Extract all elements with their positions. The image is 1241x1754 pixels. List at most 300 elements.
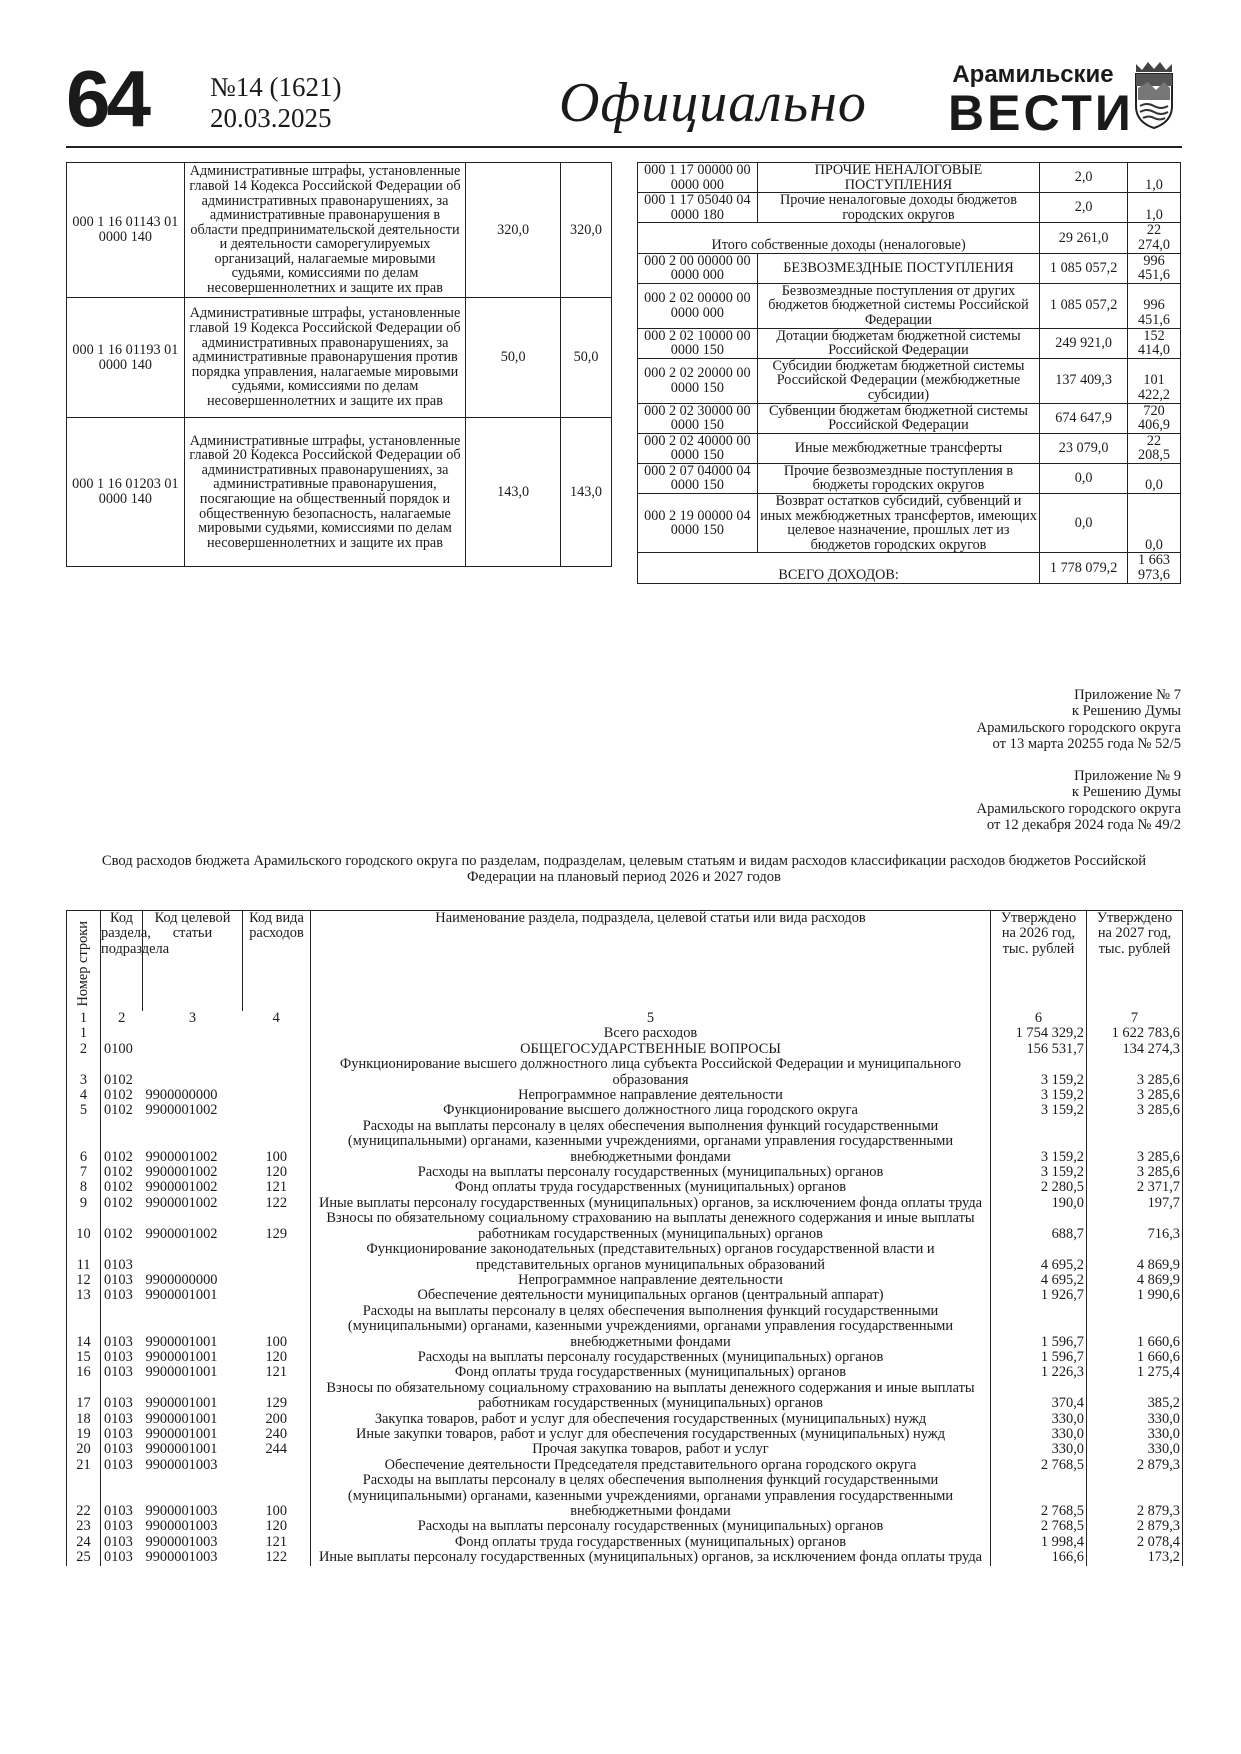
income-value-2027: 320,0	[561, 163, 612, 298]
expense-type-code	[243, 1057, 311, 1088]
section-code	[101, 1026, 143, 1041]
column-number-row	[67, 1011, 1183, 1026]
value-2026: 3 159,2	[991, 1103, 1087, 1118]
income-code: 000 1 17 00000 00 0000 000	[638, 163, 758, 193]
expense-name: Фонд оплаты труда государственных (муниципальных) органов	[311, 1180, 991, 1195]
table-row	[67, 1042, 1183, 1057]
section-code: 0102	[104, 1071, 133, 1088]
row-number: 10	[67, 1211, 101, 1242]
income-value-2027: 152 414,0	[1128, 328, 1181, 358]
table-row	[67, 1119, 1183, 1165]
expense-name: Расходы на выплаты персоналу государственных (муниципальных) органов	[311, 1165, 991, 1180]
income-value-2027: 1,0	[1128, 163, 1181, 193]
income-name: Прочие неналоговые доходы бюджетов городских округов	[757, 193, 1039, 223]
table-row	[67, 1165, 1183, 1180]
value-2027: 2 879,3	[1087, 1473, 1183, 1519]
value-2026: 330,0	[991, 1412, 1087, 1427]
income-value-2026: 23 079,0	[1040, 433, 1128, 463]
income-value-2027: 50,0	[561, 298, 612, 418]
income-value-2026: 674 647,9	[1040, 403, 1128, 433]
income-code: 000 2 07 04000 04 0000 150	[638, 463, 758, 493]
target-code: 9900001003	[145, 1503, 218, 1519]
value-2026: 688,7	[991, 1211, 1087, 1242]
table-row	[67, 163, 612, 298]
table-row	[67, 1427, 1183, 1442]
income-value-2027: 0,0	[1128, 494, 1181, 553]
logo-bottom-text: ВЕСТИ	[948, 85, 1134, 141]
table-row	[638, 553, 1181, 583]
row-number: 15	[67, 1350, 101, 1365]
value-2026: 3 159,2	[991, 1165, 1087, 1180]
value-2026: 2 768,5	[991, 1458, 1087, 1473]
income-code: 000 1 16 01193 01 0000 140	[67, 298, 185, 418]
expense-type-code	[243, 1288, 311, 1303]
row-number: 25	[67, 1550, 101, 1565]
section-code: 0103	[104, 1441, 133, 1458]
target-code: 9900001001	[145, 1333, 218, 1350]
section-code: 0100	[104, 1040, 133, 1057]
value-2026: 4 695,2	[991, 1273, 1087, 1288]
value-2027: 197,7	[1087, 1196, 1183, 1211]
income-name: Дотации бюджетам бюджетной системы Российской Федерации	[757, 328, 1039, 358]
target-code: 9900001002	[145, 1148, 218, 1165]
value-2027: 2 371,7	[1087, 1180, 1183, 1195]
income-total-label: ВСЕГО ДОХОДОВ:	[638, 553, 1040, 583]
value-2027: 3 285,6	[1087, 1165, 1183, 1180]
page-number: 64	[66, 54, 147, 143]
value-2026: 330,0	[991, 1427, 1087, 1442]
income-value-2026: 1 085 057,2	[1040, 253, 1128, 283]
value-2027: 3 285,6	[1087, 1088, 1183, 1103]
column-number: 7	[1087, 1011, 1183, 1026]
col-header-2026: Утверждено на 2026 год, тыс. рублей	[991, 911, 1087, 1012]
row-number: 22	[67, 1473, 101, 1519]
table-row	[67, 298, 612, 418]
income-value-2027: 1 663 973,6	[1128, 553, 1181, 583]
income-total-label: Итого собственные доходы (неналоговые)	[638, 223, 1040, 253]
table-row	[67, 1519, 1183, 1534]
section-code: 0103	[104, 1348, 133, 1365]
income-code: 000 1 16 01143 01 0000 140	[67, 163, 185, 298]
table-row	[67, 1211, 1183, 1242]
table-header-row	[67, 911, 1183, 1012]
value-2026: 4 695,2	[991, 1242, 1087, 1273]
expense-type-code: 122	[243, 1550, 311, 1565]
target-code: 9900000000	[145, 1271, 218, 1288]
section-code: 0102	[104, 1164, 133, 1181]
expense-type-code: 120	[243, 1165, 311, 1180]
page-header	[66, 54, 1182, 148]
expense-name: Иные выплаты персоналу государственных (муниципальных) органов, за исключением фонда оплаты труда	[311, 1196, 991, 1211]
value-2027: 4 869,9	[1087, 1242, 1183, 1273]
expense-type-code: 244	[243, 1442, 311, 1457]
appendix-line: Арамильского городского округа	[976, 800, 1181, 817]
target-code: 9900001001	[145, 1410, 218, 1427]
table-row	[67, 1026, 1183, 1041]
income-code: 000 2 02 00000 00 0000 000	[638, 283, 758, 328]
row-number: 24	[67, 1535, 101, 1550]
logo-top-text: Арамильские	[952, 61, 1114, 88]
table-row	[67, 1535, 1183, 1550]
section-code: 0103	[104, 1533, 133, 1550]
value-2027: 1 622 783,6	[1087, 1026, 1183, 1041]
value-2027: 330,0	[1087, 1427, 1183, 1442]
expense-name: Взносы по обязательному социальному страхованию на выплаты денежного содержания и иные выплаты работникам государственных (муниципальных) органов	[311, 1381, 991, 1412]
target-code: 9900001001	[145, 1425, 218, 1442]
expense-type-code: 129	[243, 1211, 311, 1242]
target-code: 9900001002	[145, 1102, 218, 1119]
row-number: 4	[67, 1088, 101, 1103]
income-value-2026: 2,0	[1040, 163, 1128, 193]
row-number: 11	[67, 1242, 101, 1273]
target-code: 9900001003	[145, 1533, 218, 1550]
value-2026: 1 754 329,2	[991, 1026, 1087, 1041]
section-code: 0102	[104, 1148, 133, 1165]
value-2027: 1 660,6	[1087, 1350, 1183, 1365]
value-2026: 2 280,5	[991, 1180, 1087, 1195]
row-number: 12	[67, 1273, 101, 1288]
column-number: 4	[243, 1011, 311, 1026]
section-code: 0103	[104, 1333, 133, 1350]
column-number: 1	[67, 1011, 101, 1026]
section-code: 0103	[104, 1364, 133, 1381]
col-header-expense-type-code: Код вида расходов	[243, 911, 311, 1012]
value-2026: 1 596,7	[991, 1350, 1087, 1365]
expense-name: Фонд оплаты труда государственных (муниципальных) органов	[311, 1535, 991, 1550]
income-name: Иные межбюджетные трансферты	[757, 433, 1039, 463]
expense-name: Расходы на выплаты персоналу в целях обеспечения выполнения функций государственными (муниципальными) органами, казенными учреждениями, органами управления государственными внебюджетными фондами	[311, 1119, 991, 1165]
value-2027: 3 285,6	[1087, 1103, 1183, 1118]
expense-name: Обеспечение деятельности Председателя представительного органа городского округа	[311, 1458, 991, 1473]
income-value-2026: 137 409,3	[1040, 358, 1128, 403]
expense-type-code: 120	[243, 1519, 311, 1534]
row-number: 16	[67, 1365, 101, 1380]
income-code: 000 1 16 01203 01 0000 140	[67, 418, 185, 567]
value-2026: 3 159,2	[991, 1119, 1087, 1165]
row-number: 14	[67, 1304, 101, 1350]
col-header-target-code: Код целевой статьи	[143, 911, 243, 1012]
newspaper-logo	[948, 61, 1134, 141]
expense-name: Функционирование законодательных (представительных) органов государственной власти и представительных органов муниципальных образований	[311, 1242, 991, 1273]
income-name: Возврат остатков субсидий, субвенций и иных межбюджетных трансфертов, имеющих целевое назначение, прошлых лет из бюджетов городских округов	[757, 494, 1039, 553]
row-number: 2	[67, 1042, 101, 1057]
expense-type-code: 121	[243, 1535, 311, 1550]
table-row	[638, 253, 1181, 283]
target-code: 9900001002	[145, 1194, 218, 1211]
issue-date: 20.03.2025	[210, 103, 332, 133]
income-code: 000 2 19 00000 04 0000 150	[638, 494, 758, 553]
target-code: 9900001003	[145, 1549, 218, 1566]
table-row	[67, 1350, 1183, 1365]
expense-type-code	[243, 1242, 311, 1273]
section-code: 0103	[104, 1425, 133, 1442]
value-2026: 3 159,2	[991, 1088, 1087, 1103]
value-2027: 1 275,4	[1087, 1365, 1183, 1380]
section-code: 0103	[104, 1410, 133, 1427]
value-2027: 2 879,3	[1087, 1458, 1183, 1473]
value-2026: 1 596,7	[991, 1304, 1087, 1350]
table-row	[638, 433, 1181, 463]
expense-name: Расходы на выплаты персоналу в целях обеспечения выполнения функций государственными (муниципальными) органами, казенными учреждениями, органами управления государственными внебюджетными фондами	[311, 1304, 991, 1350]
expense-type-code: 240	[243, 1427, 311, 1442]
table-row	[67, 1242, 1183, 1273]
issue-info	[210, 72, 342, 134]
income-value-2026: 2,0	[1040, 193, 1128, 223]
value-2026: 2 768,5	[991, 1473, 1087, 1519]
col-header-name: Наименование раздела, подраздела, целевой статьи или вида расходов	[311, 911, 991, 1012]
value-2027: 385,2	[1087, 1381, 1183, 1412]
income-value-2026: 143,0	[466, 418, 561, 567]
section-code: 0103	[104, 1395, 133, 1412]
income-code: 000 2 02 30000 00 0000 150	[638, 403, 758, 433]
table-row	[638, 403, 1181, 433]
income-code: 000 2 02 40000 00 0000 150	[638, 433, 758, 463]
column-number: 5	[311, 1011, 991, 1026]
income-value-2026: 249 921,0	[1040, 328, 1128, 358]
expense-type-code: 200	[243, 1412, 311, 1427]
row-number: 3	[67, 1057, 101, 1088]
income-value-2027: 720 406,9	[1128, 403, 1181, 433]
expense-type-code	[243, 1103, 311, 1118]
income-name: Безвозмездные поступления от других бюджетов бюджетной системы Российской Федерации	[757, 283, 1039, 328]
row-number: 17	[67, 1381, 101, 1412]
table-row	[67, 1103, 1183, 1118]
row-number: 19	[67, 1427, 101, 1442]
appendix-line: от 12 декабря 2024 года № 49/2	[986, 817, 1181, 834]
col-header-section-code: Код раздела, подраздела	[101, 911, 143, 1012]
section-code: 0103	[104, 1271, 133, 1288]
table-row	[638, 283, 1181, 328]
table-row	[67, 1180, 1183, 1195]
expense-type-code: 122	[243, 1196, 311, 1211]
income-table-right	[637, 162, 1181, 584]
row-number: 7	[67, 1165, 101, 1180]
income-code: 000 2 02 20000 00 0000 150	[638, 358, 758, 403]
value-2026: 156 531,7	[991, 1042, 1087, 1057]
income-name: БЕЗВОЗМЕЗДНЫЕ ПОСТУПЛЕНИЯ	[757, 253, 1039, 283]
value-2027: 173,2	[1087, 1550, 1183, 1565]
column-number: 3	[188, 1010, 197, 1026]
section-code: 0102	[104, 1194, 133, 1211]
target-code: 9900000000	[145, 1087, 218, 1104]
expense-type-code	[243, 1273, 311, 1288]
income-value-2027: 101 422,2	[1128, 358, 1181, 403]
target-code: 9900001001	[145, 1348, 218, 1365]
income-name: Административные штрафы, установленные главой 20 Кодекса Российской Федерации об административных правонарушениях, за административные правонарушения, посягающие на общественный порядок и общественную безопасность, налагаемые мировыми судьями, комиссиями по делам несовершеннолетних и защите их прав	[184, 418, 466, 567]
expense-name: Расходы на выплаты персоналу в целях обеспечения выполнения функций государственными (муниципальными) органами, казенными учреждениями, органами управления государственными внебюджетными фондами	[311, 1473, 991, 1519]
income-value-2026: 320,0	[466, 163, 561, 298]
col-header-2027: Утверждено на 2027 год, тыс. рублей	[1087, 911, 1183, 1012]
row-number: 18	[67, 1412, 101, 1427]
column-number: 6	[991, 1011, 1087, 1026]
income-name: Прочие безвозмездные поступления в бюджеты городских округов	[757, 463, 1039, 493]
expense-name: Всего расходов	[311, 1026, 991, 1041]
expense-type-code: 121	[243, 1180, 311, 1195]
expense-type-code: 129	[243, 1381, 311, 1412]
table-row	[638, 163, 1181, 193]
value-2026: 166,6	[991, 1550, 1087, 1565]
income-value-2027: 22 208,5	[1128, 433, 1181, 463]
appendix-9-note	[977, 768, 1181, 834]
table-row	[67, 1088, 1183, 1103]
expense-name: Иные закупки товаров, работ и услуг для обеспечения государственных (муниципальных) нужд	[311, 1427, 991, 1442]
income-value-2027: 1,0	[1128, 193, 1181, 223]
appendix-line: к Решению Думы	[1071, 784, 1181, 801]
table-row	[67, 1442, 1183, 1457]
row-number: 9	[67, 1196, 101, 1211]
expense-name: Прочая закупка товаров, работ и услуг	[311, 1442, 991, 1457]
expense-name: Непрограммное направление деятельности	[311, 1273, 991, 1288]
target-code: 9900001002	[145, 1225, 218, 1242]
income-value-2026: 1 085 057,2	[1040, 283, 1128, 328]
value-2026: 190,0	[991, 1196, 1087, 1211]
col-header-text: Номер строки	[74, 921, 91, 1007]
col-header-row-number	[67, 911, 101, 1012]
value-2026: 2 768,5	[991, 1519, 1087, 1534]
table-row	[67, 1458, 1183, 1473]
table-row	[638, 193, 1181, 223]
expense-type-code: 120	[243, 1350, 311, 1365]
expenses-table	[66, 910, 1183, 1566]
table-row	[638, 494, 1181, 553]
value-2027: 2 879,3	[1087, 1519, 1183, 1534]
section-code: 0102	[104, 1225, 133, 1242]
expense-name: Иные выплаты персоналу государственных (муниципальных) органов, за исключением фонда оплаты труда	[311, 1550, 991, 1565]
row-number: 21	[67, 1458, 101, 1473]
table-row	[67, 1196, 1183, 1211]
income-code: 000 1 17 05040 04 0000 180	[638, 193, 758, 223]
target-code: 9900001001	[145, 1364, 218, 1381]
target-code	[143, 1242, 243, 1273]
value-2027: 716,3	[1087, 1211, 1183, 1242]
row-number: 1	[67, 1026, 101, 1041]
income-value-2026: 29 261,0	[1040, 223, 1128, 253]
target-code: 9900001001	[145, 1441, 218, 1458]
target-code	[143, 1042, 243, 1057]
value-2026: 1 226,3	[991, 1365, 1087, 1380]
expense-type-code: 100	[243, 1304, 311, 1350]
value-2027: 2 078,4	[1087, 1535, 1183, 1550]
table-row	[67, 1381, 1183, 1412]
value-2027: 3 285,6	[1087, 1119, 1183, 1165]
expense-name: Функционирование высшего должностного лица городского округа	[311, 1103, 991, 1118]
value-2027: 134 274,3	[1087, 1042, 1183, 1057]
appendix-line: Приложение № 9	[1074, 768, 1181, 784]
expense-name: Непрограммное направление деятельности	[311, 1088, 991, 1103]
appendix-line: к Решению Думы	[1071, 703, 1181, 720]
expense-type-code	[243, 1088, 311, 1103]
income-name: Административные штрафы, установленные главой 14 Кодекса Российской Федерации об административных правонарушениях, за административные правонарушения в области предпринимательской деятельности и деятельности саморегулируемых организаций, налагаемые мировыми судьями, комиссиями по делам несовершеннолетних и защите их прав	[184, 163, 466, 298]
expense-name: Закупка товаров, работ и услуг для обеспечения государственных (муниципальных) нужд	[311, 1412, 991, 1427]
table-row	[67, 1288, 1183, 1303]
value-2026: 370,4	[991, 1381, 1087, 1412]
section-code: 0103	[104, 1503, 133, 1519]
expense-type-code: 100	[243, 1473, 311, 1519]
expense-type-code	[243, 1458, 311, 1473]
table-row	[638, 328, 1181, 358]
income-name: Субсидии бюджетам бюджетной системы Российской Федерации (межбюджетные субсидии)	[757, 358, 1039, 403]
value-2027: 4 869,9	[1087, 1273, 1183, 1288]
table-row	[67, 1057, 1183, 1088]
target-code: 9900001002	[145, 1164, 218, 1181]
target-code: 9900001001	[145, 1395, 218, 1412]
income-value-2027: 996 451,6	[1128, 253, 1181, 283]
expense-type-code: 121	[243, 1365, 311, 1380]
target-code: 9900001002	[145, 1179, 218, 1196]
section-code: 0103	[104, 1549, 133, 1566]
expense-name: Взносы по обязательному социальному страхованию на выплаты денежного содержания и иные выплаты работникам государственных (муниципальных) органов	[311, 1211, 991, 1242]
column-number: 2	[118, 1010, 126, 1026]
coat-of-arms-icon	[1130, 60, 1178, 130]
table-row	[67, 1304, 1183, 1350]
expense-name: ОБЩЕГОСУДАРСТВЕННЫЕ ВОПРОСЫ	[311, 1042, 991, 1057]
expense-name: Расходы на выплаты персоналу государственных (муниципальных) органов	[311, 1350, 991, 1365]
row-number: 20	[67, 1442, 101, 1457]
row-number: 8	[67, 1180, 101, 1195]
income-value-2026: 0,0	[1040, 494, 1128, 553]
section-code: 0103	[104, 1287, 133, 1304]
income-code: 000 2 02 10000 00 0000 150	[638, 328, 758, 358]
appendix-line: Арамильского городского округа	[976, 719, 1181, 736]
target-code: 9900001003	[145, 1456, 218, 1473]
value-2026: 1 998,4	[991, 1535, 1087, 1550]
appendix-line: Приложение № 7	[1074, 687, 1181, 703]
value-2026: 1 926,7	[991, 1288, 1087, 1303]
table-row	[67, 1412, 1183, 1427]
row-number: 13	[67, 1288, 101, 1303]
table-row	[67, 418, 612, 567]
target-code: 9900001003	[145, 1518, 218, 1535]
table-row	[638, 223, 1181, 253]
section-code: 0102	[104, 1179, 133, 1196]
value-2027: 330,0	[1087, 1442, 1183, 1457]
appendix-line: от 13 марта 20255 года № 52/5	[992, 736, 1181, 753]
income-value-2027: 0,0	[1128, 463, 1181, 493]
expense-name: Фонд оплаты труда государственных (муниципальных) органов	[311, 1365, 991, 1380]
income-value-2027: 143,0	[561, 418, 612, 567]
income-name: Административные штрафы, установленные главой 19 Кодекса Российской Федерации об административных правонарушениях, за административные правонарушения против порядка управления, налагаемые мировыми судьями, комиссиями по делам несовершеннолетних и защите их прав	[184, 298, 466, 418]
value-2027: 1 990,6	[1087, 1288, 1183, 1303]
section-code: 0103	[104, 1256, 133, 1273]
table-row	[638, 463, 1181, 493]
row-number: 6	[67, 1119, 101, 1165]
issue-number: №14 (1621)	[210, 72, 342, 102]
target-code: 9900001001	[145, 1287, 218, 1304]
section-code: 0103	[104, 1456, 133, 1473]
value-2026: 3 159,2	[991, 1057, 1087, 1088]
expense-type-code	[243, 1042, 311, 1057]
income-value-2026: 50,0	[466, 298, 561, 418]
target-code	[143, 1057, 243, 1088]
income-name: Субвенции бюджетам бюджетной системы Российской Федерации	[757, 403, 1039, 433]
section-code: 0102	[104, 1087, 133, 1104]
income-value-2027: 22 274,0	[1128, 223, 1181, 253]
table-row	[67, 1365, 1183, 1380]
income-name: ПРОЧИЕ НЕНАЛОГОВЫЕ ПОСТУПЛЕНИЯ	[757, 163, 1039, 193]
table-row	[67, 1473, 1183, 1519]
income-code: 000 2 00 00000 00 0000 000	[638, 253, 758, 283]
section-title: Официально	[559, 72, 867, 134]
value-2026: 330,0	[991, 1442, 1087, 1457]
income-table-left	[66, 162, 612, 567]
value-2027: 3 285,6	[1087, 1057, 1183, 1088]
section-code: 0102	[104, 1102, 133, 1119]
expense-name: Функционирование высшего должностного лица субъекта Российской Федерации и муниципального образования	[311, 1057, 991, 1088]
section-code: 0103	[104, 1518, 133, 1535]
appendix-7-note	[977, 687, 1181, 753]
table-row	[67, 1550, 1183, 1565]
expense-name: Обеспечение деятельности муниципальных органов (центральный аппарат)	[311, 1288, 991, 1303]
